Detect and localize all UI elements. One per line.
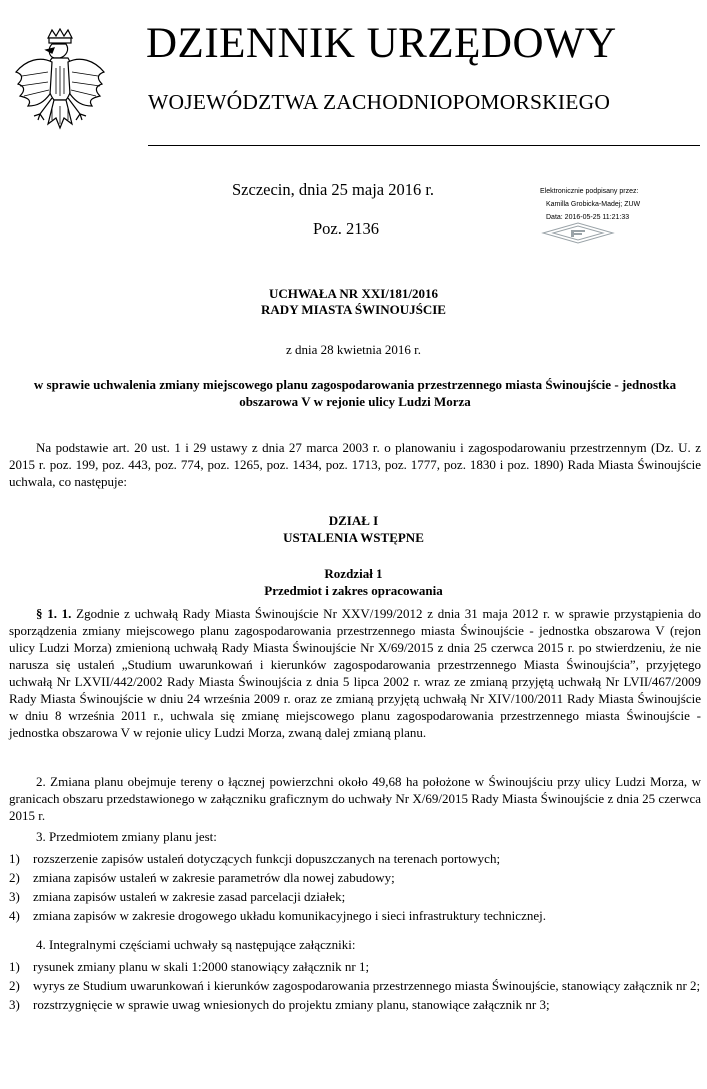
resolution-subject: w sprawie uchwalenia zmiany miejscowego planu zagospodarowania przestrzennego miasta Świnoujście - jednostka obszarowa V w rejonie ulicy Ludzi Morza [33,377,677,409]
list-item: 2) wyrys ze Studium uwarunkowań i kierunków zagospodarowania przestrzennego miasta Świnoujście, stanowiący załącznik nr 2; [9,978,701,993]
place-date: Szczecin, dnia 25 maja 2016 r. [232,180,435,199]
position-number: Poz. 2136 [313,219,379,238]
paragraph-3-intro: 3. Przedmiotem zmiany planu jest: [36,829,217,844]
list-item: 3) rozstrzygnięcie w sprawie uwag wniesionych do projektu zmiany planu, stanowiące załącznik nr 3; [9,997,550,1012]
section-title: DZIAŁ I [328,513,379,528]
preamble-paragraph: Na podstawie art. 20 ust. 1 i 29 ustawy z dnia 27 marca 2003 r. o planowaniu i zagospodarowaniu przestrzennym (Dz. U. z 2015 r. poz. 199, poz. 443, poz. 774, poz. 1265, poz. 1434, poz. 1713, poz. 1777, poz. 1830 i poz. 1890) Rada Miasta Świnoujście uchwala, co następuje: [9,440,701,489]
section-subtitle: USTALENIA WSTĘPNE [283,530,424,545]
signature-line-2: Kamilla Grobicka-Madej; ZUW [546,201,641,208]
list-item: 2) zmiana zapisów ustaleń w zakresie parametrów dla nowej zabudowy; [9,870,395,885]
paragraph-2: 2. Zmiana planu obejmuje tereny o łącznej powierzchni około 49,68 ha położone w Świnoujściu przy ulicy Ludzi Morza, w granicach obszaru przedstawionego w załączniku graficznym do uchwały Nr X/69/2015 Rady Miasta Świnoujście z dnia 25 czerwca 2015 r. [9,774,701,823]
signature-verification-icon [541,222,615,244]
electronic-signature-block [540,185,640,224]
paragraph-1 [9,605,701,741]
journal-subtitle: WOJEWÓDZTWA ZACHODNIOPOMORSKIEGO [148,90,611,114]
paragraph-4-intro: 4. Integralnymi częściami uchwały są następujące załączniki: [36,937,356,952]
attachments-list [9,958,701,1015]
resolution-date: z dnia 28 kwietnia 2016 r. [285,342,422,357]
paragraph-1-lead: § 1. 1. [36,606,72,621]
journal-title: DZIENNIK URZĘDOWY [146,20,617,67]
list-item: 3) zmiana zapisów ustaleń w zakresie zasad parcelacji działek; [9,889,346,904]
chapter-title: Rozdział 1 [324,566,383,581]
signature-line-1: Elektronicznie podpisany przez: [540,188,639,195]
resolution-number: UCHWAŁA NR XXI/181/2016 [268,286,438,301]
polish-eagle-emblem-icon [12,28,108,150]
list-item: 1) rysunek zmiany planu w skali 1:2000 stanowiący załącznik nr 1; [9,959,370,974]
header-divider [148,145,700,146]
list-item: 4) zmiana zapisów w zakresie drogowego układu komunikacyjnego i sieci infrastruktury technicznej. [9,908,546,923]
chapter-subtitle: Przedmiot i zakres opracowania [264,583,443,598]
paragraph-1-text: Zgodnie z uchwałą Rady Miasta Świnoujście Nr XXV/199/2012 z dnia 31 maja 2012 r. w sprawie przystąpienia do sporządzenia zmiany miejscowego planu zagospodarowania przestrzennego miasta Świnoujście - jednostka obszarowa V (rejon ulicy Ludzi Morza) zmienioną uchwałą Rady Miasta Świnoujście Nr X/69/2015 z dnia 25 czerwca 2015 r. po stwierdzeniu, że nie narusza się ustaleń „Studium uwarunkowań i kierunków zagospodarowania przestrzennego Miasta Świnoujścia”, przyjętego uchwałą Nr LXVII/442/2002 Rady Miasta Świnoujścia z dnia 5 lipca 2002 r. wraz ze zmianą przyjętą uchwałą Nr LVII/467/2009 Rady Miasta Świnoujście w dniu 24 września 2009 r. oraz ze zmianą przyjętą uchwałą Nr XIV/100/2011 Rady Miasta Świnoujście w dniu 8 września 2011 r., uchwala się zmianę miejscowego planu zagospodarowania przestrzennego miasta Świnoujście - jednostka obszarowa V w rejonie ulicy Ludzi Morza, zwaną dalej zmianą planu. [9,606,702,740]
scope-list [9,850,701,926]
signature-line-3: Data: 2016-05-25 11:21:33 [546,214,630,221]
list-item: 1) rozszerzenie zapisów ustaleń dotyczących funkcji dopuszczanych na terenach portowych; [9,851,501,866]
resolution-body: RADY MIASTA ŚWINOUJŚCIE [261,302,446,317]
